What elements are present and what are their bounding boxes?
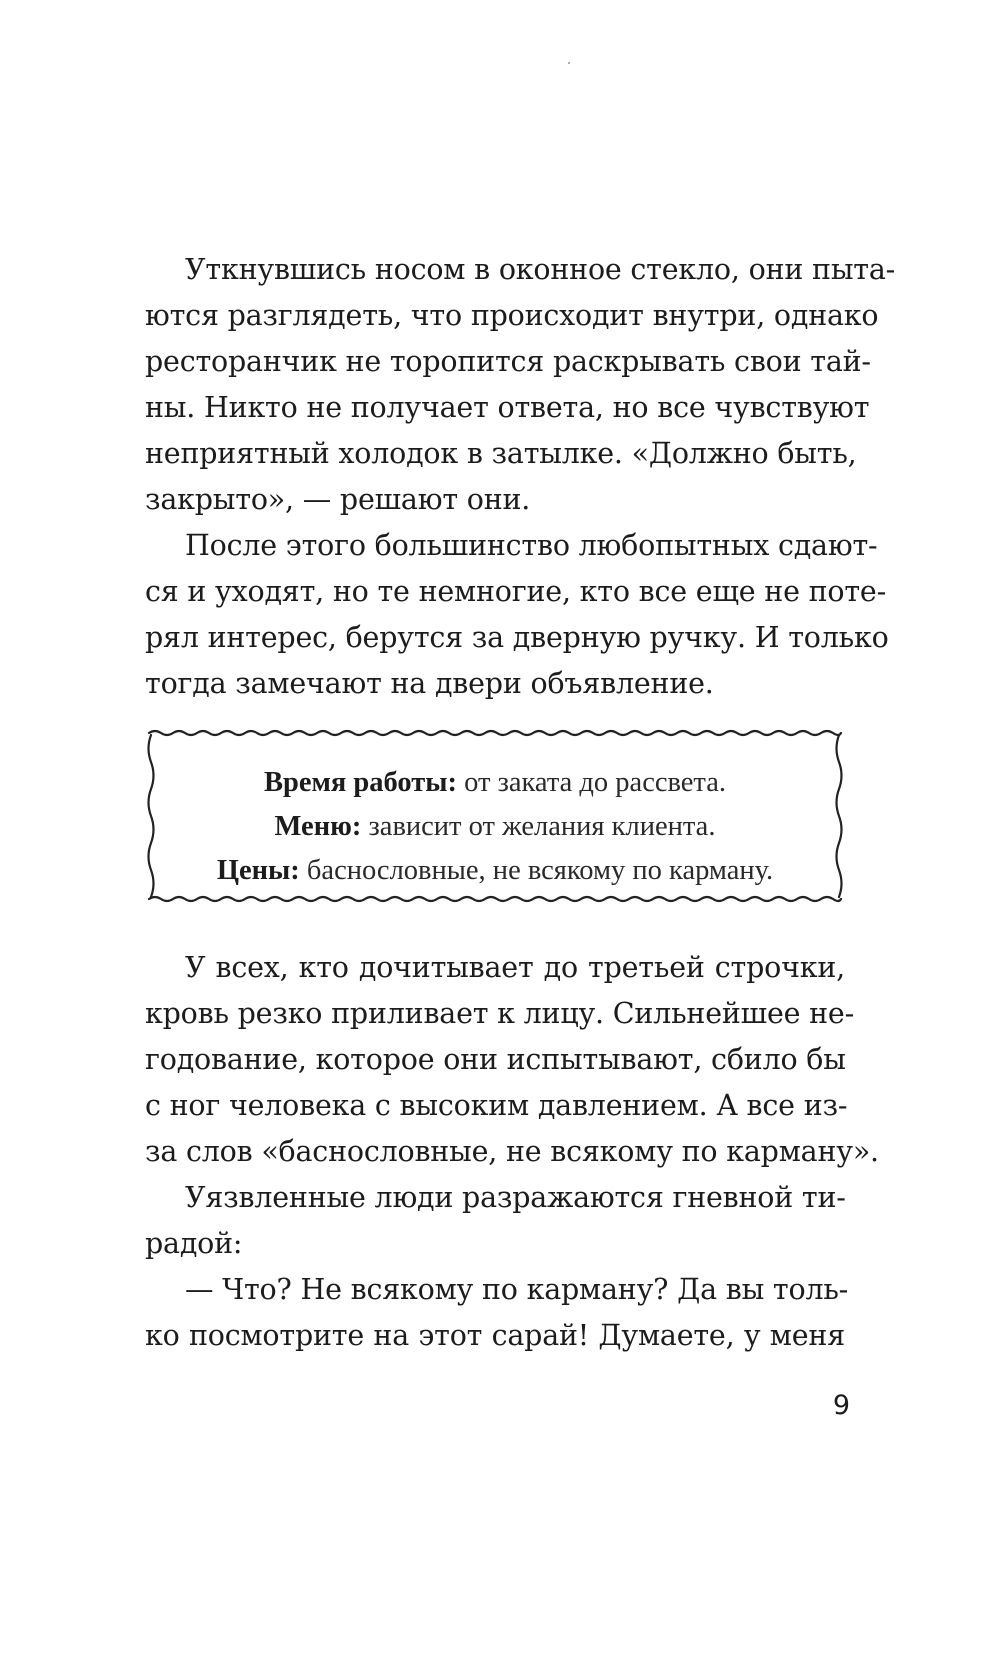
text-line: ны. Никто не получает ответа, но все чувствуют [145, 391, 870, 424]
notice-prices-value: баснословные, не всякому по карману. [299, 855, 774, 886]
door-notice [145, 725, 845, 907]
text-line: закрыто», — решают они. [145, 483, 531, 516]
text-line: После этого большинство любопытных сдают- [185, 529, 878, 562]
text-line: — Что? Не всякому по карману? Да вы толь- [185, 1273, 849, 1306]
notice-menu-value: зависит от желания клиента. [361, 811, 716, 842]
print-speck [568, 62, 570, 64]
notice-hours [145, 763, 845, 803]
page-number: 9 [832, 1390, 850, 1421]
text-line: ресторанчик не торопится раскрывать свои тай- [145, 345, 871, 378]
notice-hours-value: от заката до рассвета. [457, 767, 727, 798]
notice-hours-label: Время работы: [263, 767, 458, 798]
text-line: с ног человека с высоким давлением. А все из- [145, 1089, 848, 1122]
notice-menu-label: Меню: [274, 811, 362, 842]
text-line: неприятный холодок в затылке. «Должно быть, [145, 437, 857, 470]
text-line: ко посмотрите на этот сарай! Думаете, у меня [145, 1319, 845, 1352]
text-line: рял интерес, берутся за дверную ручку. И только [145, 621, 889, 654]
text-line: Уткнувшись носом в оконное стекло, они пыта- [185, 253, 896, 286]
text-line: за слов «баснословные, не всякому по карману». [145, 1135, 879, 1168]
text-line: ся и уходят, но те немногие, кто все еще не поте- [145, 575, 887, 608]
notice-menu [145, 807, 845, 847]
text-line: ются разглядеть, что происходит внутри, однако [145, 299, 879, 332]
text-line: кровь резко приливает к лицу. Сильнейшее не- [145, 997, 855, 1030]
text-line: годование, которое они испытывают, сбило бы [145, 1043, 846, 1076]
notice-prices-label: Цены: [216, 855, 300, 886]
text-line: радой: [145, 1227, 243, 1260]
text-line: Уязвленные люди разражаются гневной ти- [185, 1181, 846, 1214]
text-line: У всех, кто дочитывает до третьей строчки, [185, 951, 845, 984]
text-line: тогда замечают на двери объявление. [145, 667, 714, 700]
notice-prices [145, 851, 845, 891]
